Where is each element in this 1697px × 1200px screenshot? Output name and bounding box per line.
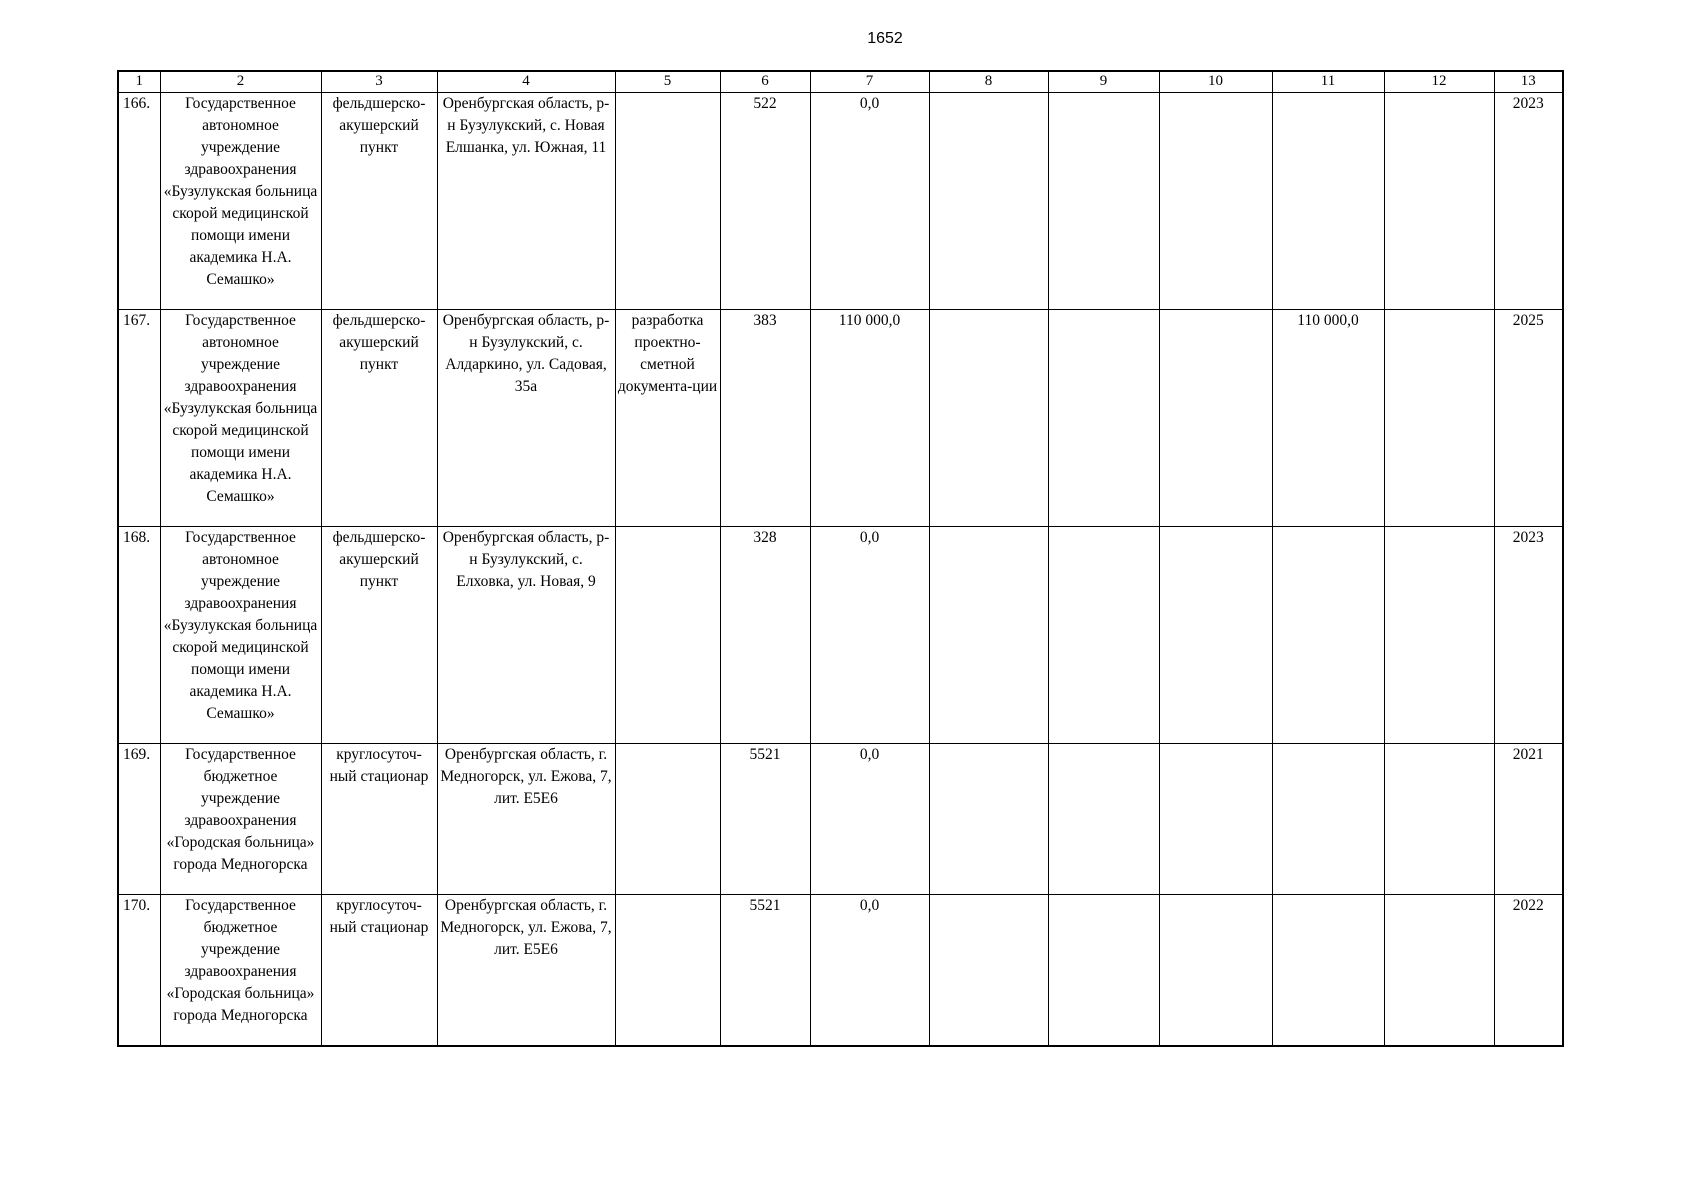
total-amount: 0,0 [810, 895, 929, 1047]
row-number: 168. [118, 527, 160, 744]
row-number: 170. [118, 895, 160, 1047]
row-number: 166. [118, 93, 160, 310]
table-row [118, 93, 1563, 310]
work-type [615, 93, 720, 310]
amount-col-11 [1272, 93, 1384, 310]
capacity: 383 [720, 310, 810, 527]
amount-col-9 [1048, 93, 1159, 310]
amount-col-9 [1048, 310, 1159, 527]
amount-col-8 [929, 310, 1048, 527]
row-number: 169. [118, 744, 160, 895]
work-type [615, 527, 720, 744]
objects-table [117, 70, 1564, 1047]
amount-col-8 [929, 93, 1048, 310]
amount-col-10 [1159, 93, 1272, 310]
amount-col-12 [1384, 93, 1494, 310]
column-number: 4 [437, 71, 615, 93]
address: Оренбургская область, р-н Бузулукский, с. Новая Елшанка, ул. Южная, 11 [437, 93, 615, 310]
amount-col-8 [929, 527, 1048, 744]
column-number: 2 [160, 71, 321, 93]
total-amount: 0,0 [810, 93, 929, 310]
address: Оренбургская область, р-н Бузулукский, с. Алдаркино, ул. Садовая, 35а [437, 310, 615, 527]
address: Оренбургская область, г. Медногорск, ул. Ежова, 7, лит. Е5Е6 [437, 895, 615, 1047]
work-type [615, 744, 720, 895]
amount-col-8 [929, 744, 1048, 895]
column-number-row [118, 71, 1563, 93]
column-number: 1 [118, 71, 160, 93]
amount-col-10 [1159, 895, 1272, 1047]
table-row [118, 744, 1563, 895]
column-number: 8 [929, 71, 1048, 93]
amount-col-9 [1048, 895, 1159, 1047]
year: 2021 [1494, 744, 1563, 895]
year: 2023 [1494, 527, 1563, 744]
amount-col-12 [1384, 895, 1494, 1047]
column-number: 7 [810, 71, 929, 93]
address: Оренбургская область, р-н Бузулукский, с. Елховка, ул. Новая, 9 [437, 527, 615, 744]
table-row [118, 895, 1563, 1047]
amount-col-9 [1048, 744, 1159, 895]
amount-col-11 [1272, 527, 1384, 744]
address: Оренбургская область, г. Медногорск, ул. Ежова, 7, лит. Е5Е6 [437, 744, 615, 895]
year: 2023 [1494, 93, 1563, 310]
amount-col-12 [1384, 310, 1494, 527]
table-row [118, 310, 1563, 527]
institution-name: Государственное автономное учреждение здравоохранения «Бузулукская больница скорой медицинской помощи имени академика Н.А. Семашко» [160, 93, 321, 310]
total-amount: 110 000,0 [810, 310, 929, 527]
capacity: 5521 [720, 744, 810, 895]
column-number: 5 [615, 71, 720, 93]
institution-name: Государственное автономное учреждение здравоохранения «Бузулукская больница скорой медицинской помощи имени академика Н.А. Семашко» [160, 310, 321, 527]
institution-name: Государственное автономное учреждение здравоохранения «Бузулукская больница скорой медицинской помощи имени академика Н.А. Семашко» [160, 527, 321, 744]
column-number: 6 [720, 71, 810, 93]
table-row [118, 527, 1563, 744]
column-number: 12 [1384, 71, 1494, 93]
capacity: 328 [720, 527, 810, 744]
year: 2022 [1494, 895, 1563, 1047]
column-number: 10 [1159, 71, 1272, 93]
capacity: 522 [720, 93, 810, 310]
amount-col-9 [1048, 527, 1159, 744]
institution-name: Государственное бюджетное учреждение здравоохранения «Городская больница» города Медногорска [160, 895, 321, 1047]
work-type: разработка проектно-сметной документа-ции [615, 310, 720, 527]
amount-col-10 [1159, 527, 1272, 744]
amount-col-8 [929, 895, 1048, 1047]
amount-col-11: 110 000,0 [1272, 310, 1384, 527]
column-number: 3 [321, 71, 437, 93]
amount-col-10 [1159, 744, 1272, 895]
facility-type: круглосуточ-ный стационар [321, 744, 437, 895]
facility-type: фельдшерско-акушерский пункт [321, 93, 437, 310]
facility-type: фельдшерско-акушерский пункт [321, 310, 437, 527]
facility-type: круглосуточ-ный стационар [321, 895, 437, 1047]
total-amount: 0,0 [810, 527, 929, 744]
amount-col-10 [1159, 310, 1272, 527]
column-number: 11 [1272, 71, 1384, 93]
column-number: 13 [1494, 71, 1563, 93]
page-number: 1652 [867, 30, 903, 47]
row-number: 167. [118, 310, 160, 527]
total-amount: 0,0 [810, 744, 929, 895]
facility-type: фельдшерско-акушерский пункт [321, 527, 437, 744]
column-number: 9 [1048, 71, 1159, 93]
amount-col-11 [1272, 744, 1384, 895]
amount-col-12 [1384, 744, 1494, 895]
institution-name: Государственное бюджетное учреждение здравоохранения «Городская больница» города Медногорска [160, 744, 321, 895]
year: 2025 [1494, 310, 1563, 527]
amount-col-11 [1272, 895, 1384, 1047]
work-type [615, 895, 720, 1047]
capacity: 5521 [720, 895, 810, 1047]
amount-col-12 [1384, 527, 1494, 744]
